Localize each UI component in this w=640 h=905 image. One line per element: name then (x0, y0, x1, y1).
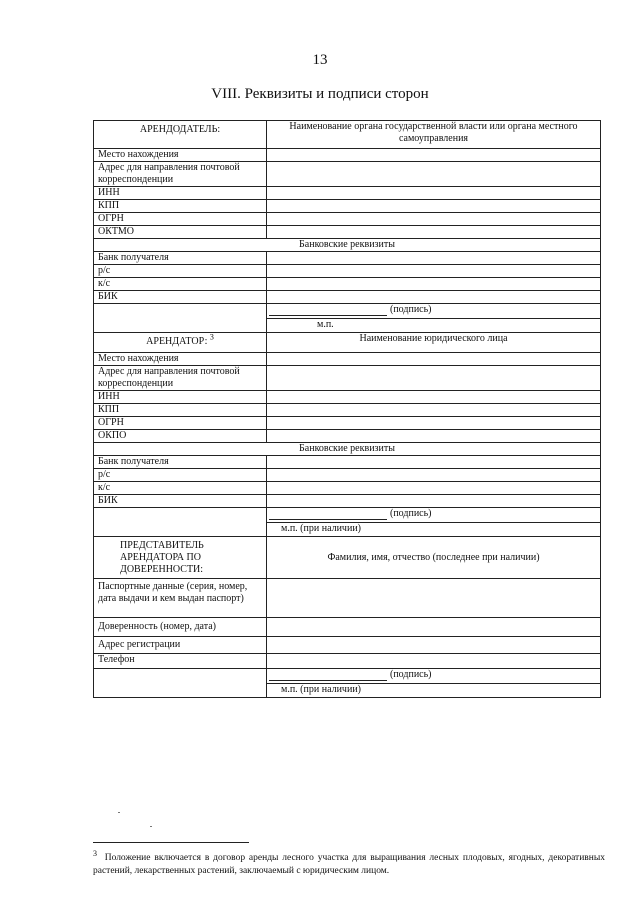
signature-blank (94, 304, 267, 333)
signature-blank (94, 508, 267, 537)
row-label: БИК (94, 291, 267, 304)
signature-caption: (подпись) (390, 508, 432, 519)
row-label: Банк получателя (94, 456, 267, 469)
table-row (94, 291, 601, 304)
table-row (94, 579, 601, 618)
table-row (94, 366, 601, 391)
requisites-table (93, 120, 601, 698)
table-row (94, 149, 601, 162)
table-row (94, 278, 601, 291)
row-label: к/с (94, 482, 267, 495)
lessor-header-row (94, 121, 601, 149)
stamp-caption: м.п. (при наличии) (267, 683, 600, 697)
row-label: ОКПО (94, 430, 267, 443)
footnote-rule (93, 842, 249, 843)
row-label: к/с (94, 278, 267, 291)
table-row (94, 618, 601, 637)
row-label: ОГРН (94, 417, 267, 430)
signature-row (94, 669, 601, 698)
table-row (94, 226, 601, 239)
row-value (267, 482, 601, 495)
row-label: Место нахождения (94, 353, 267, 366)
row-label: ИНН (94, 391, 267, 404)
scan-speck (150, 826, 152, 827)
signature-caption: (подпись) (390, 669, 432, 680)
signature-line (269, 509, 387, 520)
row-label: р/с (94, 469, 267, 482)
row-label: Банк получателя (94, 252, 267, 265)
row-value (267, 213, 601, 226)
bank-title-row (94, 239, 601, 252)
signature-cell (267, 508, 601, 537)
row-value (267, 417, 601, 430)
row-label: КПП (94, 200, 267, 213)
row-label: БИК (94, 495, 267, 508)
row-value (267, 200, 601, 213)
row-label: ОГРН (94, 213, 267, 226)
row-value (267, 391, 601, 404)
lessor-header-label: АРЕНДОДАТЕЛЬ: (94, 121, 267, 149)
page-number: 13 (312, 52, 328, 68)
table-row (94, 654, 601, 669)
footnote-mark: 3 (93, 848, 97, 858)
row-value (267, 291, 601, 304)
row-value (267, 579, 601, 618)
footnote (93, 848, 605, 878)
section-title: VIII. Реквизиты и подписи сторон (211, 86, 429, 102)
row-label: Доверенность (номер, дата) (94, 618, 267, 637)
row-label: КПП (94, 404, 267, 417)
representative-header-label: ПРЕДСТАВИТЕЛЬ АРЕНДАТОРА ПО ДОВЕРЕННОСТИ: (94, 537, 267, 579)
lessee-header-label: АРЕНДАТОР: $^3$ (94, 333, 267, 353)
row-value (267, 226, 601, 239)
row-label: ИНН (94, 187, 267, 200)
lessee-header-value: Наименование юридического лица (267, 333, 601, 353)
table-row (94, 252, 601, 265)
row-value (267, 637, 601, 654)
signature-cell (267, 304, 601, 333)
row-value (267, 149, 601, 162)
row-value (267, 162, 601, 187)
bank-title: Банковские реквизиты (94, 239, 601, 252)
row-label: Паспортные данные (серия, номер, дата выдачи и кем выдан паспорт) (94, 579, 267, 618)
row-value (267, 353, 601, 366)
table-row (94, 637, 601, 654)
table-row (94, 482, 601, 495)
table-row (94, 404, 601, 417)
signature-row (94, 508, 601, 537)
row-value (267, 366, 601, 391)
footnote-text: Положение включается в договор аренды лесного участка для выращивания лесных плодовых, ягодных, декоративных растений, лекарственных растений, заключаемый с юридическим лицом. (93, 853, 605, 876)
row-label: Адрес для направления почтовой корреспонденции (94, 162, 267, 187)
row-value (267, 404, 601, 417)
row-value (267, 456, 601, 469)
table-row (94, 162, 601, 187)
signature-row (94, 304, 601, 333)
row-label: Место нахождения (94, 149, 267, 162)
table-row (94, 265, 601, 278)
row-label: Адрес для направления почтовой корреспонденции (94, 366, 267, 391)
signature-line (269, 670, 387, 681)
representative-header-row (94, 537, 601, 579)
bank-title-row (94, 443, 601, 456)
table-row (94, 469, 601, 482)
representative-header-value: Фамилия, имя, отчество (последнее при наличии) (267, 537, 601, 579)
stamp-caption: м.п. (267, 318, 600, 332)
row-value (267, 618, 601, 637)
bank-title: Банковские реквизиты (94, 443, 601, 456)
table-row (94, 456, 601, 469)
row-label: ОКТМО (94, 226, 267, 239)
row-label: р/с (94, 265, 267, 278)
table-row (94, 353, 601, 366)
row-value (267, 187, 601, 200)
signature-caption: (подпись) (390, 304, 432, 315)
scan-speck (118, 812, 120, 813)
lessor-header-value: Наименование органа государственной власти или органа местного самоуправления (267, 121, 601, 149)
row-value (267, 265, 601, 278)
row-label: Телефон (94, 654, 267, 669)
table-row (94, 495, 601, 508)
table-row (94, 187, 601, 200)
row-value (267, 430, 601, 443)
row-value (267, 654, 601, 669)
table-row (94, 391, 601, 404)
signature-cell (267, 669, 601, 698)
table-row (94, 430, 601, 443)
row-value (267, 469, 601, 482)
row-value (267, 252, 601, 265)
stamp-caption: м.п. (при наличии) (267, 522, 600, 536)
row-label: Адрес регистрации (94, 637, 267, 654)
lessee-header-row (94, 333, 601, 353)
row-value (267, 495, 601, 508)
table-row (94, 417, 601, 430)
table-row (94, 213, 601, 226)
table-row (94, 200, 601, 213)
signature-blank (94, 669, 267, 698)
row-value (267, 278, 601, 291)
signature-line (269, 305, 387, 316)
